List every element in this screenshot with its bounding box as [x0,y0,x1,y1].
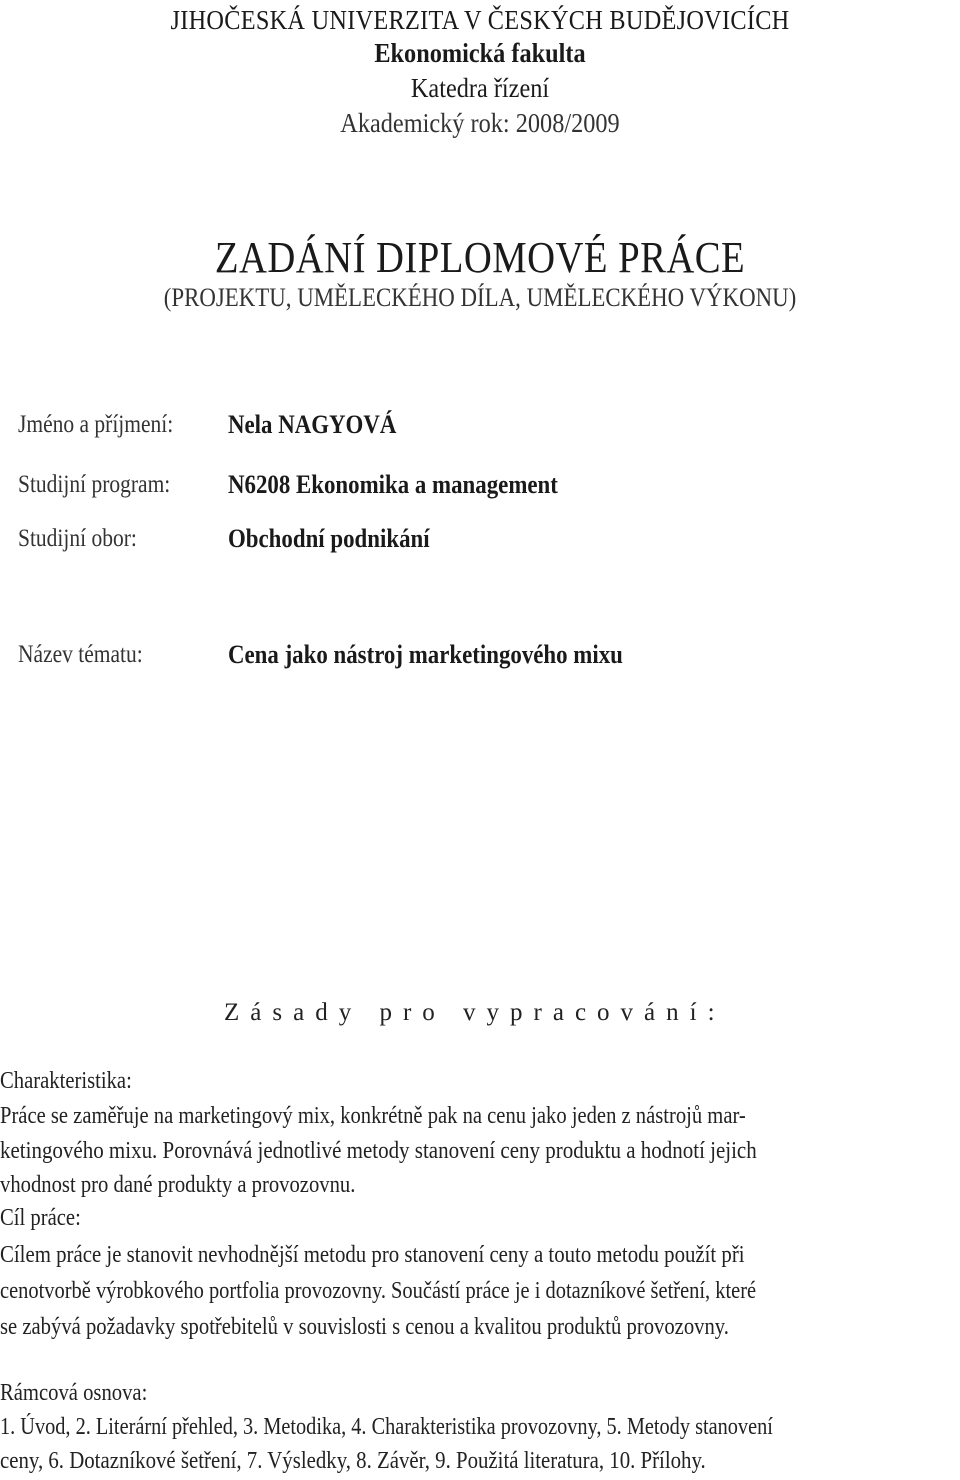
field-label: Studijní obor: [18,525,137,552]
name-label: Jméno a příjmení: [18,411,174,438]
document-title: ZADÁNÍ DIPLOMOVÉ PRÁCE [214,233,746,282]
name-value: Nela NAGYOVÁ [228,410,397,439]
outline-label: Rámcová osnova: [0,1380,148,1406]
document-subtitle: (PROJEKTU, UMĚLECKÉHO DÍLA, UMĚLECKÉHO VÝKONU) [163,283,797,312]
outline-line: 1. Úvod, 2. Literární přehled, 3. Metodika, 4. Charakteristika provozovny, 5. Metody stanovení [0,1414,773,1440]
field-value: Obchodní podnikání [228,524,430,553]
goal-label: Cíl práce: [0,1205,81,1231]
university-name: JIHOČESKÁ UNIVERZITA V ČESKÝCH BUDĚJOVICÍCH [170,5,790,35]
principles-heading: Zásady pro vypracování: [224,999,726,1026]
characteristics-line: Práce se zaměřuje na marketingový mix, konkrétně pak na cenu jako jeden z nástrojů mar- [0,1103,746,1129]
department-name: Katedra řízení [410,73,550,103]
characteristics-line: vhodnost pro dané produkty a provozovnu. [0,1172,356,1198]
topic-value: Cena jako nástroj marketingového mixu [228,640,623,669]
goal-line: cenotvorbě výrobkového portfolia provozovny. Součástí práce je i dotazníkové šetření, které [0,1278,757,1304]
goal-line: se zabývá požadavky spotřebitelů v souvislosti s cenou a kvalitou produktů provozovny. [0,1314,729,1340]
program-value: N6208 Ekonomika a management [228,470,558,499]
academic-year: Akademický rok: 2008/2009 [340,108,620,138]
characteristics-line: ketingového mixu. Porovnává jednotlivé metody stanovení ceny produktu a hodnotí jejich [0,1138,757,1164]
goal-line: Cílem práce je stanovit nevhodnější metodu pro stanovení ceny a touto metodu použít při [0,1242,745,1268]
outline-line: ceny, 6. Dotazníkové šetření, 7. Výsledky, 8. Závěr, 9. Použitá literatura, 10. Přílohy. [0,1448,706,1474]
faculty-name: Ekonomická fakulta [374,38,586,68]
program-label: Studijní program: [18,471,171,498]
characteristics-label: Charakteristika: [0,1068,132,1094]
topic-label: Název tématu: [18,641,143,668]
